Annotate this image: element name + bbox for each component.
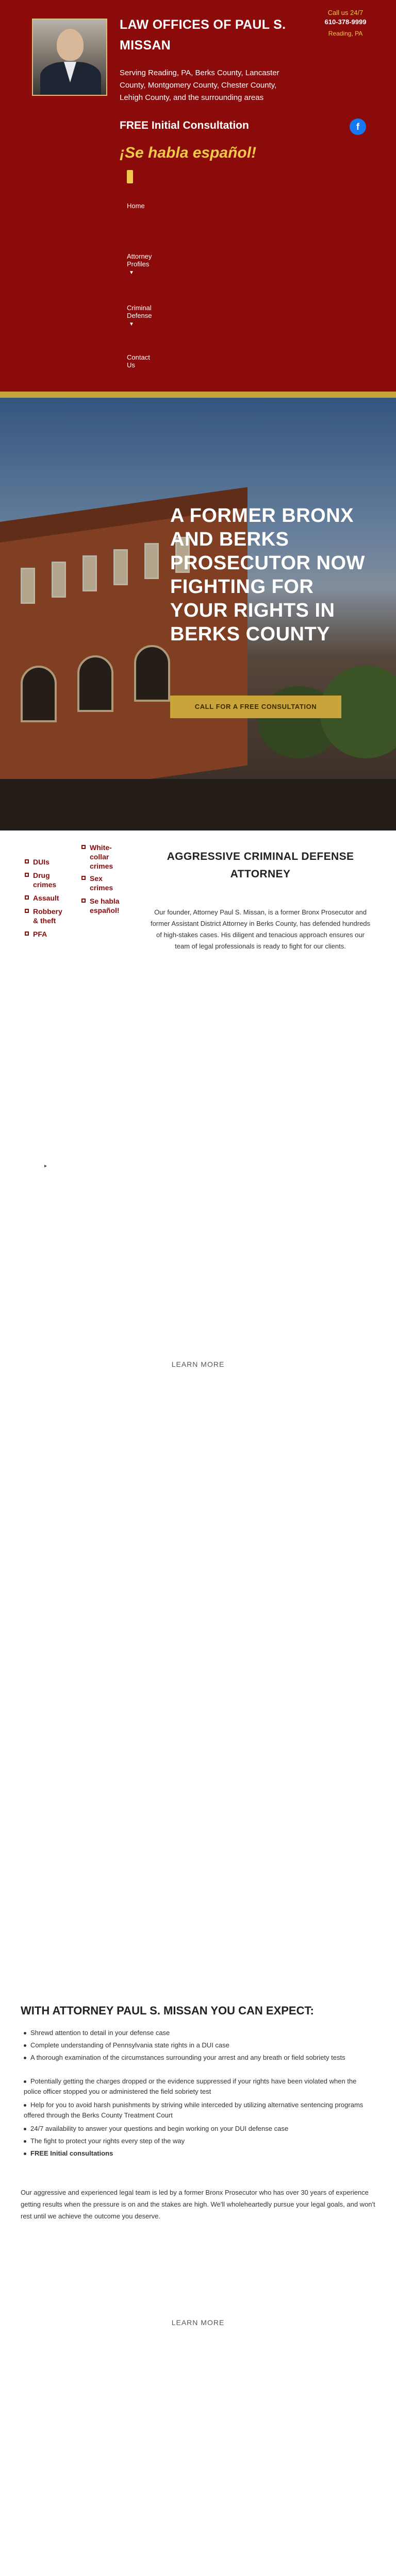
practice-area-item[interactable]: Se habla español! bbox=[90, 897, 120, 914]
header-contact bbox=[315, 8, 376, 38]
header-city-link[interactable]: Reading, PA bbox=[328, 30, 363, 37]
nav-item-contact-us[interactable]: Contact Us bbox=[127, 353, 150, 369]
intro-title: AGGRESSIVE CRIMINAL DEFENSE ATTORNEY bbox=[167, 851, 354, 880]
free-consultation-text: FREE Initial Consultation bbox=[120, 120, 249, 131]
attorney-photo bbox=[32, 19, 107, 96]
chevron-down-icon: ▼ bbox=[129, 321, 134, 327]
free-consultation-button[interactable]: CALL FOR A FREE CONSULTATION bbox=[170, 696, 341, 718]
intro-body: Our founder, Attorney Paul S. Missan, is a former Bronx Prosecutor and former Assistant District Attorney in Berks County, has defended hundreds of high-stakes cases. His diligent and tenacious approach ensures our team of legal professionals is ready to fight for our clients. bbox=[150, 908, 371, 950]
facebook-icon[interactable]: f bbox=[350, 118, 366, 135]
availability-text: Call us 24/7 bbox=[327, 9, 364, 16]
list-item: A thorough examination of the circumstances surrounding your arrest and any breath or field sobriety tests bbox=[24, 2053, 374, 2063]
practice-area-item[interactable]: Robbery & theft bbox=[33, 907, 62, 925]
list-item: 24/7 availability to answer your questions and begin working on your DUI defense case bbox=[24, 2124, 374, 2134]
hero-title: A FORMER BRONX AND BERKS PROSECUTOR NOW FIGHTING FOR YOUR RIGHTS IN BERKS COUNTY bbox=[170, 505, 365, 645]
bullet-icon bbox=[25, 931, 29, 936]
list-item: The fight to protect your rights every step of the way bbox=[24, 2136, 374, 2146]
bullet-icon bbox=[25, 909, 29, 913]
service-area-description: Serving Reading, PA, Berks County, Lancaster County, Montgomery County, Chester County, Lehigh County, and the surrounding areas bbox=[120, 69, 279, 102]
chevron-down-icon: ▼ bbox=[129, 270, 134, 276]
site-header bbox=[0, 0, 396, 392]
hero-banner bbox=[0, 398, 396, 831]
list-item: Help for you to avoid harsh punishments by striving while interceded by utilizing alternative sentencing programs offered through the Berks County Treatment Court bbox=[24, 2101, 364, 2119]
expect-title: WITH ATTORNEY PAUL S. MISSAN YOU CAN EXPECT: bbox=[21, 2004, 314, 2017]
bullet-icon bbox=[25, 859, 29, 863]
decorative-mark: ▸ bbox=[44, 1163, 47, 1169]
practice-area-item[interactable]: Sex crimes bbox=[90, 874, 113, 892]
nav-item-home[interactable]: Home bbox=[127, 202, 145, 210]
bullet-icon bbox=[25, 873, 29, 877]
bullet-icon bbox=[81, 845, 86, 849]
list-item: Complete understanding of Pennsylvania state rights in a DUI case bbox=[24, 2040, 374, 2050]
header-phone-link[interactable]: 610-378-9999 bbox=[324, 18, 367, 26]
list-item: Potentially getting the charges dropped or the evidence suppressed if your rights have been violated when the police officer stopped you or administered the field sobriety test bbox=[24, 2077, 357, 2095]
bullet-icon bbox=[81, 899, 86, 903]
se-habla-espanol-text: ¡Se habla español! bbox=[120, 144, 257, 161]
practice-area-item[interactable]: DUIs bbox=[33, 858, 50, 866]
learn-more-link[interactable]: LEARN MORE bbox=[171, 1360, 225, 1368]
list-item: Shrewd attention to detail in your defense case bbox=[24, 2028, 374, 2038]
nav-marker bbox=[127, 170, 133, 183]
practice-area-item[interactable]: Assault bbox=[33, 894, 59, 902]
learn-more-link[interactable]: LEARN MORE bbox=[171, 2318, 225, 2327]
firm-name[interactable]: LAW OFFICES OF PAUL S. MISSAN bbox=[120, 18, 286, 53]
practice-area-item[interactable]: Drug crimes bbox=[33, 871, 57, 889]
bullet-icon bbox=[25, 895, 29, 900]
practice-area-item[interactable]: White-collar crimes bbox=[90, 843, 113, 870]
bullet-icon bbox=[81, 876, 86, 880]
practice-area-item[interactable]: PFA bbox=[33, 930, 47, 938]
header-divider bbox=[0, 392, 396, 398]
nav-item-criminal-defense[interactable]: Criminal Defense▼ bbox=[127, 304, 152, 327]
list-item: FREE Initial consultations bbox=[24, 2148, 374, 2159]
experience-paragraph: Our aggressive and experienced legal team is led by a former Bronx Prosecutor who has over 30 years of experience getting results when the pressure is on and the stakes are high. We'll wholeheartedly pursue your legal goals, and won't rest until we achieve the outcome you deserve. bbox=[21, 2189, 375, 2220]
nav-item-attorney-profiles[interactable]: Attorney Profiles▼ bbox=[127, 252, 152, 276]
